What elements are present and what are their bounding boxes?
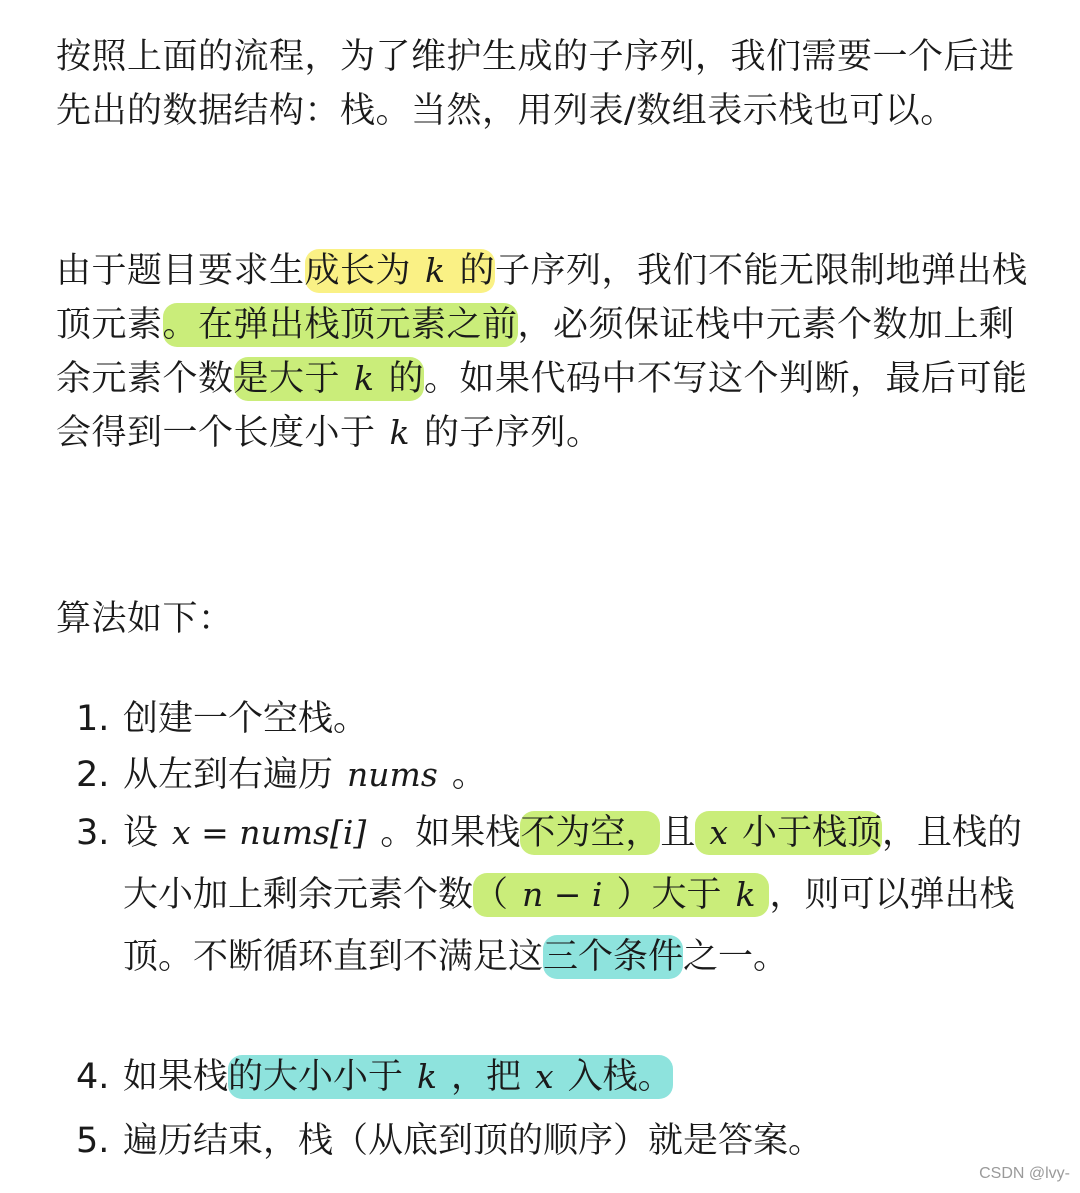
list-number: 1. [76,699,110,739]
list-item-5 [76,1110,1026,1172]
math-x: x [709,813,728,852]
list-item-3 [76,802,1026,988]
csdn-watermark: CSDN @lvy- [979,1165,1070,1182]
green-highlight: 。在弹出栈顶元素之前 [162,305,518,345]
list-item-1 [76,688,1026,750]
text-run: 。如果代码中不写这个判断，最后可能会得到一个长度小于 [56,359,1028,453]
green-highlight: （ n − i ）大于 k [473,873,769,917]
list-number: 3. [76,813,110,853]
math-k: k [389,413,411,452]
green-highlight: 是大于 k 的 [233,359,425,399]
text-run: 子序列，我们不能无限制地弹出栈顶元素 [56,251,1028,345]
paragraph-stack-intro [56,30,1031,138]
math-k: k [735,875,756,914]
teal-highlight: 的大小小于 k ，把 x 入栈。 [228,1057,673,1097]
paragraph-text: 按照上面的流程，为了维护生成的子序列，我们需要一个后进先出的数据结构：栈。当然，用列表/数组表示栈也可以。 [56,37,1015,131]
teal-highlight: 三个条件 [543,937,684,977]
green-highlight: 不为空， [520,813,661,853]
text-run: ，必须保证栈中元素个数加上剩余元素个数 [56,305,1015,399]
math-n-minus-i: n − i [522,875,603,914]
list-text: 创建一个空栈。 [123,699,369,739]
text-run: 的子序列。 [424,413,602,453]
math-nums: nums [347,755,438,794]
list-item-2 [76,744,1026,806]
list-text: 遍历结束，栈（从底到顶的顺序）就是答案。 [123,1121,824,1161]
yellow-highlight: 成长为 k 的 [304,251,496,291]
paragraph-length-constraint [56,244,1031,460]
list-text: 设 x = nums[i] 。如果栈不为空，且 x 小于栈顶，且栈的大小加上剩余元素个数（ n − i ）大于 k ，则可以弹出栈顶。不断循环直到不满足这三个条件之一。 [123,813,1022,977]
list-number: 4. [76,1057,110,1097]
list-text: 从左到右遍历 nums 。 [123,755,487,795]
list-number: 5. [76,1121,110,1161]
paragraph-text: 算法如下： [56,599,234,639]
math-k: k [417,1057,438,1096]
math-x: x [535,1057,554,1096]
text-run: 由于题目要求生 [56,251,305,291]
math-x-equals-nums-i: x = nums[i] [172,813,367,852]
list-number: 2. [76,755,110,795]
paragraph-algorithm-heading [56,592,1031,646]
list-text: 如果栈的大小小于 k ，把 x 入栈。 [123,1057,673,1097]
math-k: k [425,251,446,290]
list-item-4 [76,1046,1026,1108]
green-highlight: x 小于栈顶 [695,811,882,855]
math-k: k [354,359,375,398]
